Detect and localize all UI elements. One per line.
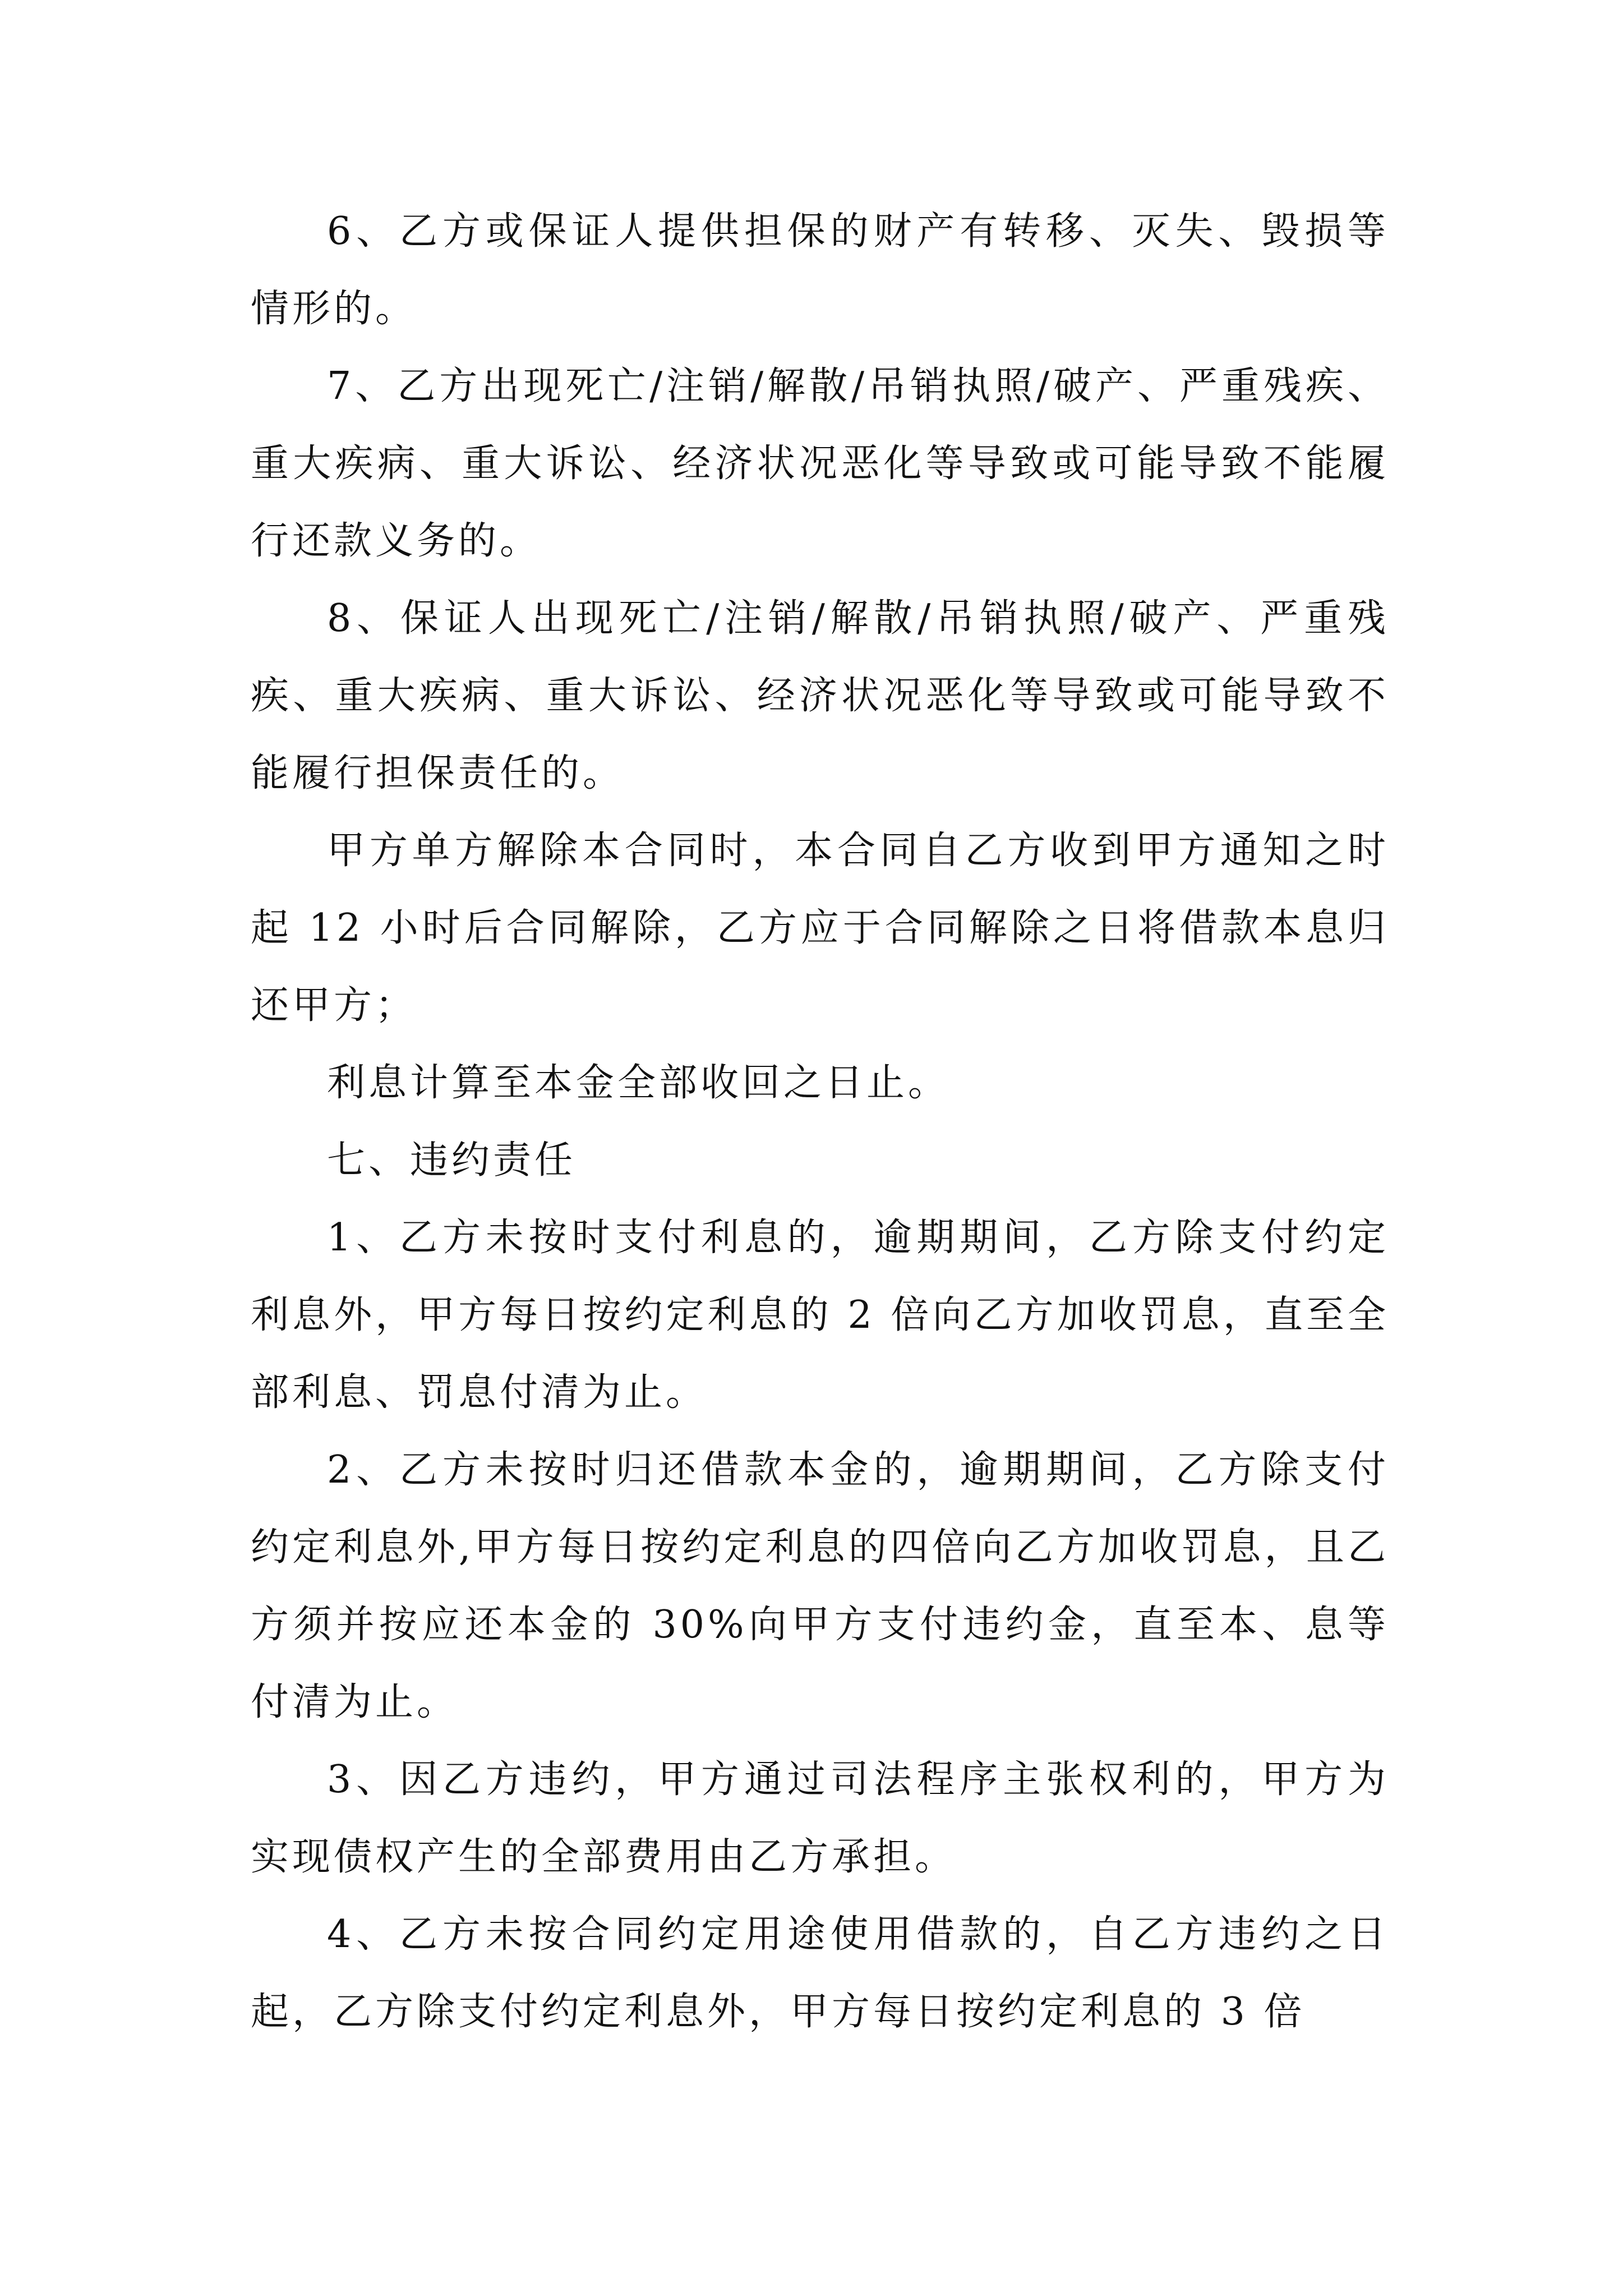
paragraph-item-7: 7、乙方出现死亡/注销/解散/吊销执照/破产、严重残疾、重大疾病、重大诉讼、经济状况恶化等导致或可能导致不能履行还款义务的。 [251,364,1389,563]
paragraph-item-6: 6、乙方或保证人提供担保的财产有转移、灭失、毁损等情形的。 [251,209,1389,331]
interest-calculation-paragraph: 利息计算至本金全部收回之日止。 [327,1061,950,1105]
document-body [251,193,1389,2051]
termination-paragraph: 甲方单方解除本合同时，本合同自乙方收到甲方通知之时起 12 小时后合同解除，乙方应于合同解除之日将借款本息归还甲方； [251,829,1389,1028]
breach-item-1: 1、乙方未按时支付利息的，逾期期间，乙方除支付约定利息外，甲方每日按约定利息的 2 倍向乙方加收罚息，直至全部利息、罚息付清为止。 [251,1216,1389,1415]
section-heading-breach-liability: 七、违约责任 [327,1138,577,1182]
breach-item-4: 4、乙方未按合同约定用途使用借款的，自乙方违约之日起，乙方除支付约定利息外，甲方每日按约定利息的 3 倍 [251,1912,1389,2034]
breach-item-2: 2、乙方未按时归还借款本金的，逾期期间，乙方除支付约定利息外,甲方每日按约定利息的四倍向乙方加收罚息，且乙方须并按应还本金的 30%向甲方支付违约金，直至本、息等付清为止。 [251,1448,1389,1724]
paragraph-item-8: 8、保证人出现死亡/注销/解散/吊销执照/破产、严重残疾、重大疾病、重大诉讼、经济状况恶化等导致或可能导致不能履行担保责任的。 [251,596,1389,795]
breach-item-3: 3、因乙方违约，甲方通过司法程序主张权利的，甲方为实现债权产生的全部费用由乙方承担。 [251,1757,1389,1879]
